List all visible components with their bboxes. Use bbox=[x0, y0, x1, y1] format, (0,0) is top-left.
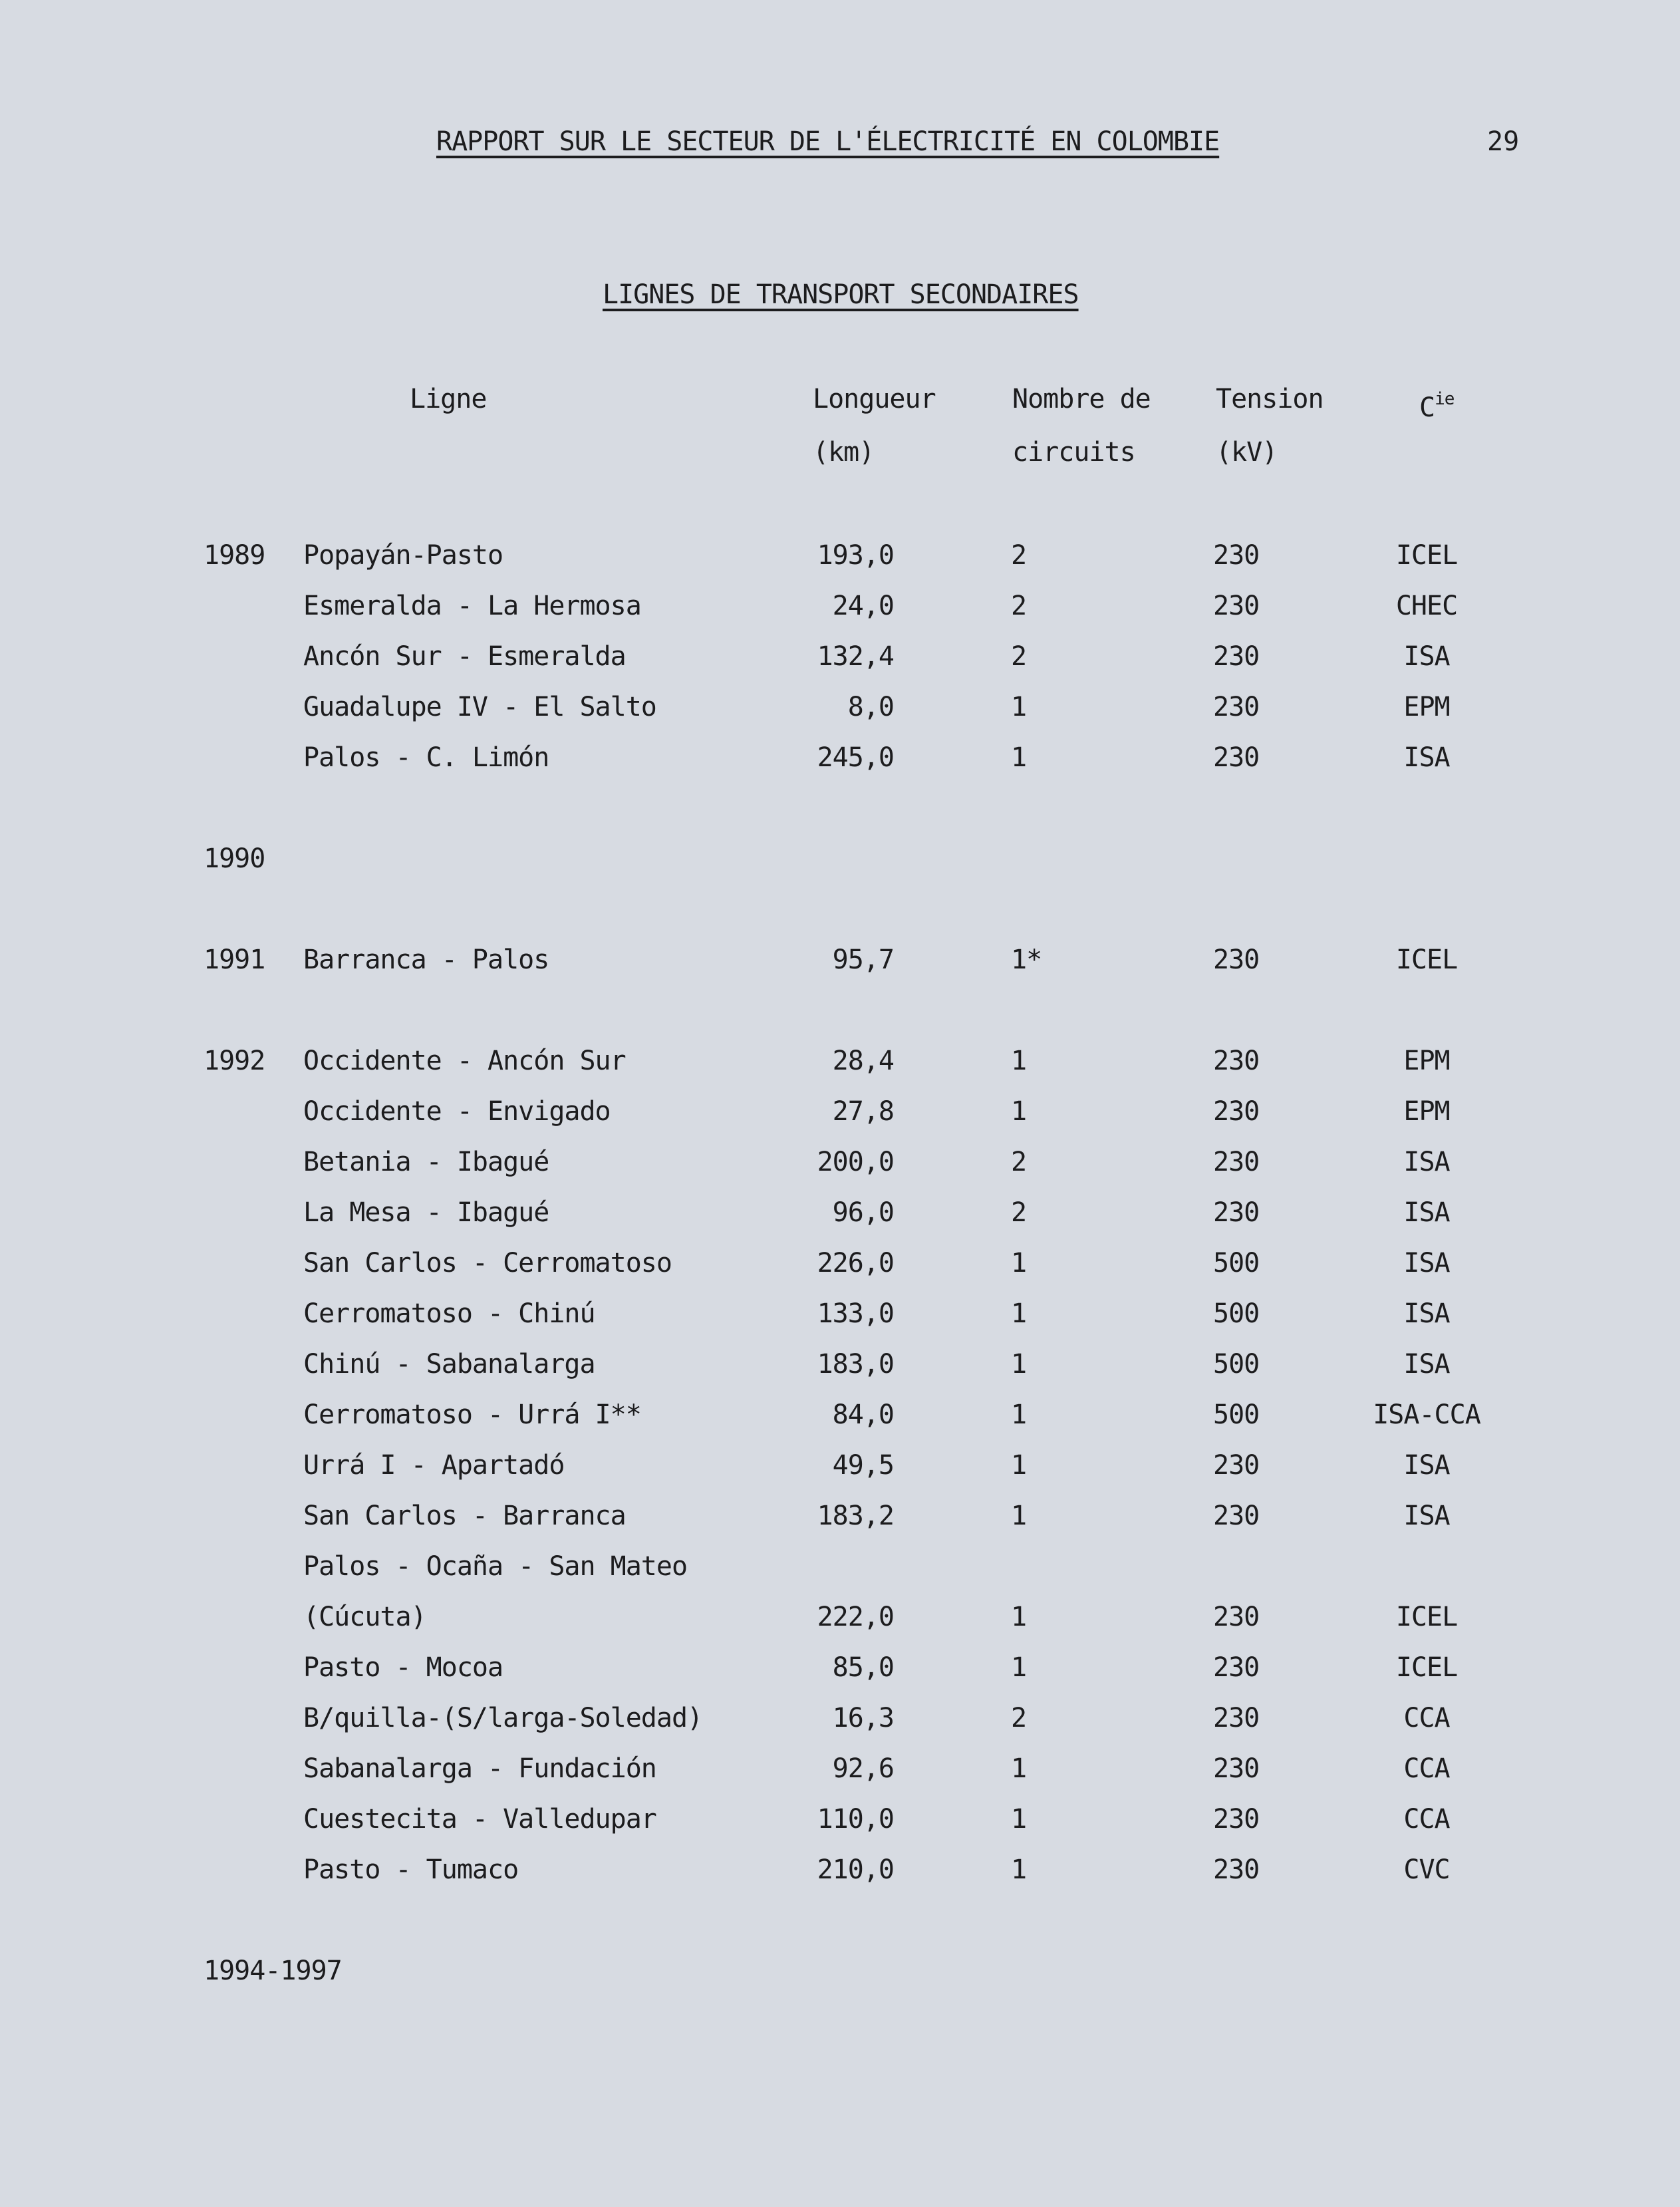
length-cell: 183,0 bbox=[817, 1349, 894, 1380]
tension-cell: 230 bbox=[1213, 1046, 1260, 1076]
length-cell: 8,0 bbox=[847, 692, 894, 722]
circuits-cell: 1 bbox=[1011, 1298, 1027, 1329]
line-name-cell: Cerromatoso - Urrá I** bbox=[303, 1399, 641, 1430]
tension-cell: 230 bbox=[1213, 591, 1260, 621]
company-cell: EPM bbox=[1403, 692, 1450, 722]
tension-cell: 230 bbox=[1213, 540, 1260, 571]
table-row bbox=[0, 1139, 1680, 1189]
company-cell: ISA bbox=[1403, 742, 1450, 773]
circuits-cell: 1 bbox=[1011, 1804, 1027, 1835]
tension-cell: 500 bbox=[1213, 1349, 1260, 1380]
line-name-cell: San Carlos - Barranca bbox=[303, 1501, 626, 1531]
length-cell: 200,0 bbox=[817, 1147, 894, 1177]
line-name-cell: B/quilla-(S/larga-Soledad) bbox=[303, 1703, 703, 1733]
line-name-cell: Urrá I - Apartadó bbox=[303, 1450, 565, 1481]
length-cell: 28,4 bbox=[832, 1046, 894, 1076]
company-cell: ICEL bbox=[1395, 540, 1458, 571]
circuits-cell: 1 bbox=[1011, 1854, 1027, 1885]
table-row bbox=[0, 1341, 1680, 1392]
circuits-cell: 2 bbox=[1011, 1147, 1027, 1177]
circuits-cell: 1 bbox=[1011, 692, 1027, 722]
circuits-cell: 2 bbox=[1011, 591, 1027, 621]
line-name-cell: Esmeralda - La Hermosa bbox=[303, 591, 641, 621]
company-cell: EPM bbox=[1403, 1096, 1450, 1127]
circuits-cell: 1 bbox=[1011, 742, 1027, 773]
length-cell: 92,6 bbox=[832, 1753, 894, 1784]
length-cell: 27,8 bbox=[832, 1096, 894, 1127]
table-row bbox=[0, 1543, 1680, 1594]
length-cell: 132,4 bbox=[817, 641, 894, 672]
table-row bbox=[0, 1290, 1680, 1341]
circuits-cell: 1* bbox=[1011, 945, 1042, 975]
table-row bbox=[0, 1594, 1680, 1644]
length-cell: 85,0 bbox=[832, 1652, 894, 1683]
tension-cell: 230 bbox=[1213, 1197, 1260, 1228]
length-cell: 84,0 bbox=[832, 1399, 894, 1430]
table-row bbox=[0, 1240, 1680, 1290]
line-name-cell: Palos - Ocaña - San Mateo bbox=[303, 1551, 688, 1582]
length-cell: 245,0 bbox=[817, 742, 894, 773]
table-row bbox=[0, 1038, 1680, 1088]
table-row bbox=[0, 583, 1680, 633]
circuits-cell: 1 bbox=[1011, 1046, 1027, 1076]
table-row bbox=[0, 1796, 1680, 1846]
company-cell: CCA bbox=[1403, 1753, 1450, 1784]
year-cell: 1989 bbox=[204, 540, 265, 571]
circuits-cell: 1 bbox=[1011, 1096, 1027, 1127]
line-name-cell: Cuestecita - Valledupar bbox=[303, 1804, 656, 1835]
circuits-cell: 1 bbox=[1011, 1349, 1027, 1380]
length-cell: 222,0 bbox=[817, 1602, 894, 1632]
length-cell: 96,0 bbox=[832, 1197, 894, 1228]
column-header-tension: Tension (kV) bbox=[1216, 384, 1324, 468]
company-cell: CCA bbox=[1403, 1703, 1450, 1733]
tension-cell: 230 bbox=[1213, 692, 1260, 722]
column-header-longueur: Longueur (km) bbox=[813, 384, 936, 468]
table-row bbox=[0, 1745, 1680, 1796]
company-cell: CCA bbox=[1403, 1804, 1450, 1835]
table-row bbox=[0, 1392, 1680, 1442]
circuits-cell: 1 bbox=[1011, 1399, 1027, 1430]
company-cell: ICEL bbox=[1395, 1602, 1458, 1632]
tension-cell: 230 bbox=[1213, 1804, 1260, 1835]
table-row bbox=[0, 1088, 1680, 1139]
length-cell: 193,0 bbox=[817, 540, 894, 571]
table-row bbox=[0, 684, 1680, 734]
table-row bbox=[0, 835, 1680, 886]
circuits-cell: 2 bbox=[1011, 1703, 1027, 1733]
line-name-cell: Pasto - Mocoa bbox=[303, 1652, 503, 1683]
company-cell: ISA bbox=[1403, 1298, 1450, 1329]
company-cell: ISA bbox=[1403, 641, 1450, 672]
circuits-cell: 2 bbox=[1011, 641, 1027, 672]
line-name-cell: Guadalupe IV - El Salto bbox=[303, 692, 656, 722]
tension-cell: 230 bbox=[1213, 1854, 1260, 1885]
table-row bbox=[0, 1493, 1680, 1543]
running-title: RAPPORT SUR LE SECTEUR DE L'ÉLECTRICITÉ EN COLOMBIE bbox=[436, 126, 1220, 157]
line-name-cell: Chinú - Sabanalarga bbox=[303, 1349, 595, 1380]
company-cell: ICEL bbox=[1395, 945, 1458, 975]
length-cell: 226,0 bbox=[817, 1248, 894, 1278]
company-cell: CVC bbox=[1403, 1854, 1450, 1885]
year-cell: 1991 bbox=[204, 945, 265, 975]
circuits-cell: 1 bbox=[1011, 1602, 1027, 1632]
line-name-cell: La Mesa - Ibagué bbox=[303, 1197, 549, 1228]
table-row bbox=[0, 734, 1680, 785]
length-cell: 133,0 bbox=[817, 1298, 894, 1329]
table-row bbox=[0, 1695, 1680, 1745]
line-name-cell: Pasto - Tumaco bbox=[303, 1854, 519, 1885]
year-cell: 1990 bbox=[204, 843, 265, 874]
company-cell: ISA bbox=[1403, 1450, 1450, 1481]
tension-cell: 230 bbox=[1213, 641, 1260, 672]
tension-cell: 230 bbox=[1213, 1450, 1260, 1481]
table-row bbox=[0, 1442, 1680, 1493]
line-name-cell: (Cúcuta) bbox=[303, 1602, 426, 1632]
line-name-cell: Popayán-Pasto bbox=[303, 540, 503, 571]
year-cell: 1992 bbox=[204, 1046, 265, 1076]
line-name-cell: Palos - C. Limón bbox=[303, 742, 549, 773]
company-cell: EPM bbox=[1403, 1046, 1450, 1076]
company-cell: ISA bbox=[1403, 1501, 1450, 1531]
line-name-cell: Ancón Sur - Esmeralda bbox=[303, 641, 626, 672]
length-cell: 16,3 bbox=[832, 1703, 894, 1733]
length-cell: 210,0 bbox=[817, 1854, 894, 1885]
company-cell: ISA bbox=[1403, 1349, 1450, 1380]
line-name-cell: Barranca - Palos bbox=[303, 945, 549, 975]
tension-cell: 500 bbox=[1213, 1248, 1260, 1278]
company-cell: CHEC bbox=[1395, 591, 1458, 621]
line-name-cell: Betania - Ibagué bbox=[303, 1147, 549, 1177]
line-name-cell: Sabanalarga - Fundación bbox=[303, 1753, 656, 1784]
length-cell: 49,5 bbox=[832, 1450, 894, 1481]
circuits-cell: 2 bbox=[1011, 1197, 1027, 1228]
circuits-cell: 2 bbox=[1011, 540, 1027, 571]
length-cell: 110,0 bbox=[817, 1804, 894, 1835]
length-cell: 95,7 bbox=[832, 945, 894, 975]
table-title: LIGNES DE TRANSPORT SECONDAIRES bbox=[603, 279, 1079, 310]
table-row bbox=[0, 1644, 1680, 1695]
tension-cell: 500 bbox=[1213, 1298, 1260, 1329]
tension-cell: 230 bbox=[1213, 1703, 1260, 1733]
table-row bbox=[0, 532, 1680, 583]
circuits-cell: 1 bbox=[1011, 1450, 1027, 1481]
table-row bbox=[0, 1189, 1680, 1240]
page-number: 29 bbox=[1487, 126, 1520, 157]
column-header-ligne: Ligne bbox=[410, 384, 487, 414]
column-header-circuits: Nombre de circuits bbox=[1012, 384, 1151, 468]
line-name-cell: Occidente - Ancón Sur bbox=[303, 1046, 626, 1076]
column-header-cie: $C^{ie}$ bbox=[1419, 389, 1455, 423]
tension-cell: 230 bbox=[1213, 1501, 1260, 1531]
tension-cell: 230 bbox=[1213, 945, 1260, 975]
line-name-cell: Occidente - Envigado bbox=[303, 1096, 611, 1127]
company-cell: ISA bbox=[1403, 1197, 1450, 1228]
circuits-cell: 1 bbox=[1011, 1753, 1027, 1784]
circuits-cell: 1 bbox=[1011, 1652, 1027, 1683]
circuits-cell: 1 bbox=[1011, 1248, 1027, 1278]
length-cell: 24,0 bbox=[832, 591, 894, 621]
company-cell: ISA bbox=[1403, 1248, 1450, 1278]
tension-cell: 230 bbox=[1213, 1602, 1260, 1632]
tension-cell: 230 bbox=[1213, 1652, 1260, 1683]
tension-cell: 230 bbox=[1213, 1096, 1260, 1127]
company-cell: ICEL bbox=[1395, 1652, 1458, 1683]
circuits-cell: 1 bbox=[1011, 1501, 1027, 1531]
table-row bbox=[0, 633, 1680, 684]
line-name-cell: Cerromatoso - Chinú bbox=[303, 1298, 595, 1329]
company-cell: ISA-CCA bbox=[1373, 1399, 1480, 1430]
tension-cell: 230 bbox=[1213, 1147, 1260, 1177]
tension-cell: 500 bbox=[1213, 1399, 1260, 1430]
tension-cell: 230 bbox=[1213, 1753, 1260, 1784]
table-row bbox=[0, 937, 1680, 987]
length-cell: 183,2 bbox=[817, 1501, 894, 1531]
tension-cell: 230 bbox=[1213, 742, 1260, 773]
table-row bbox=[0, 1846, 1680, 1897]
table-row bbox=[0, 1948, 1680, 1998]
year-cell: 1994-1997 bbox=[204, 1956, 342, 1986]
line-name-cell: San Carlos - Cerromatoso bbox=[303, 1248, 672, 1278]
company-cell: ISA bbox=[1403, 1147, 1450, 1177]
